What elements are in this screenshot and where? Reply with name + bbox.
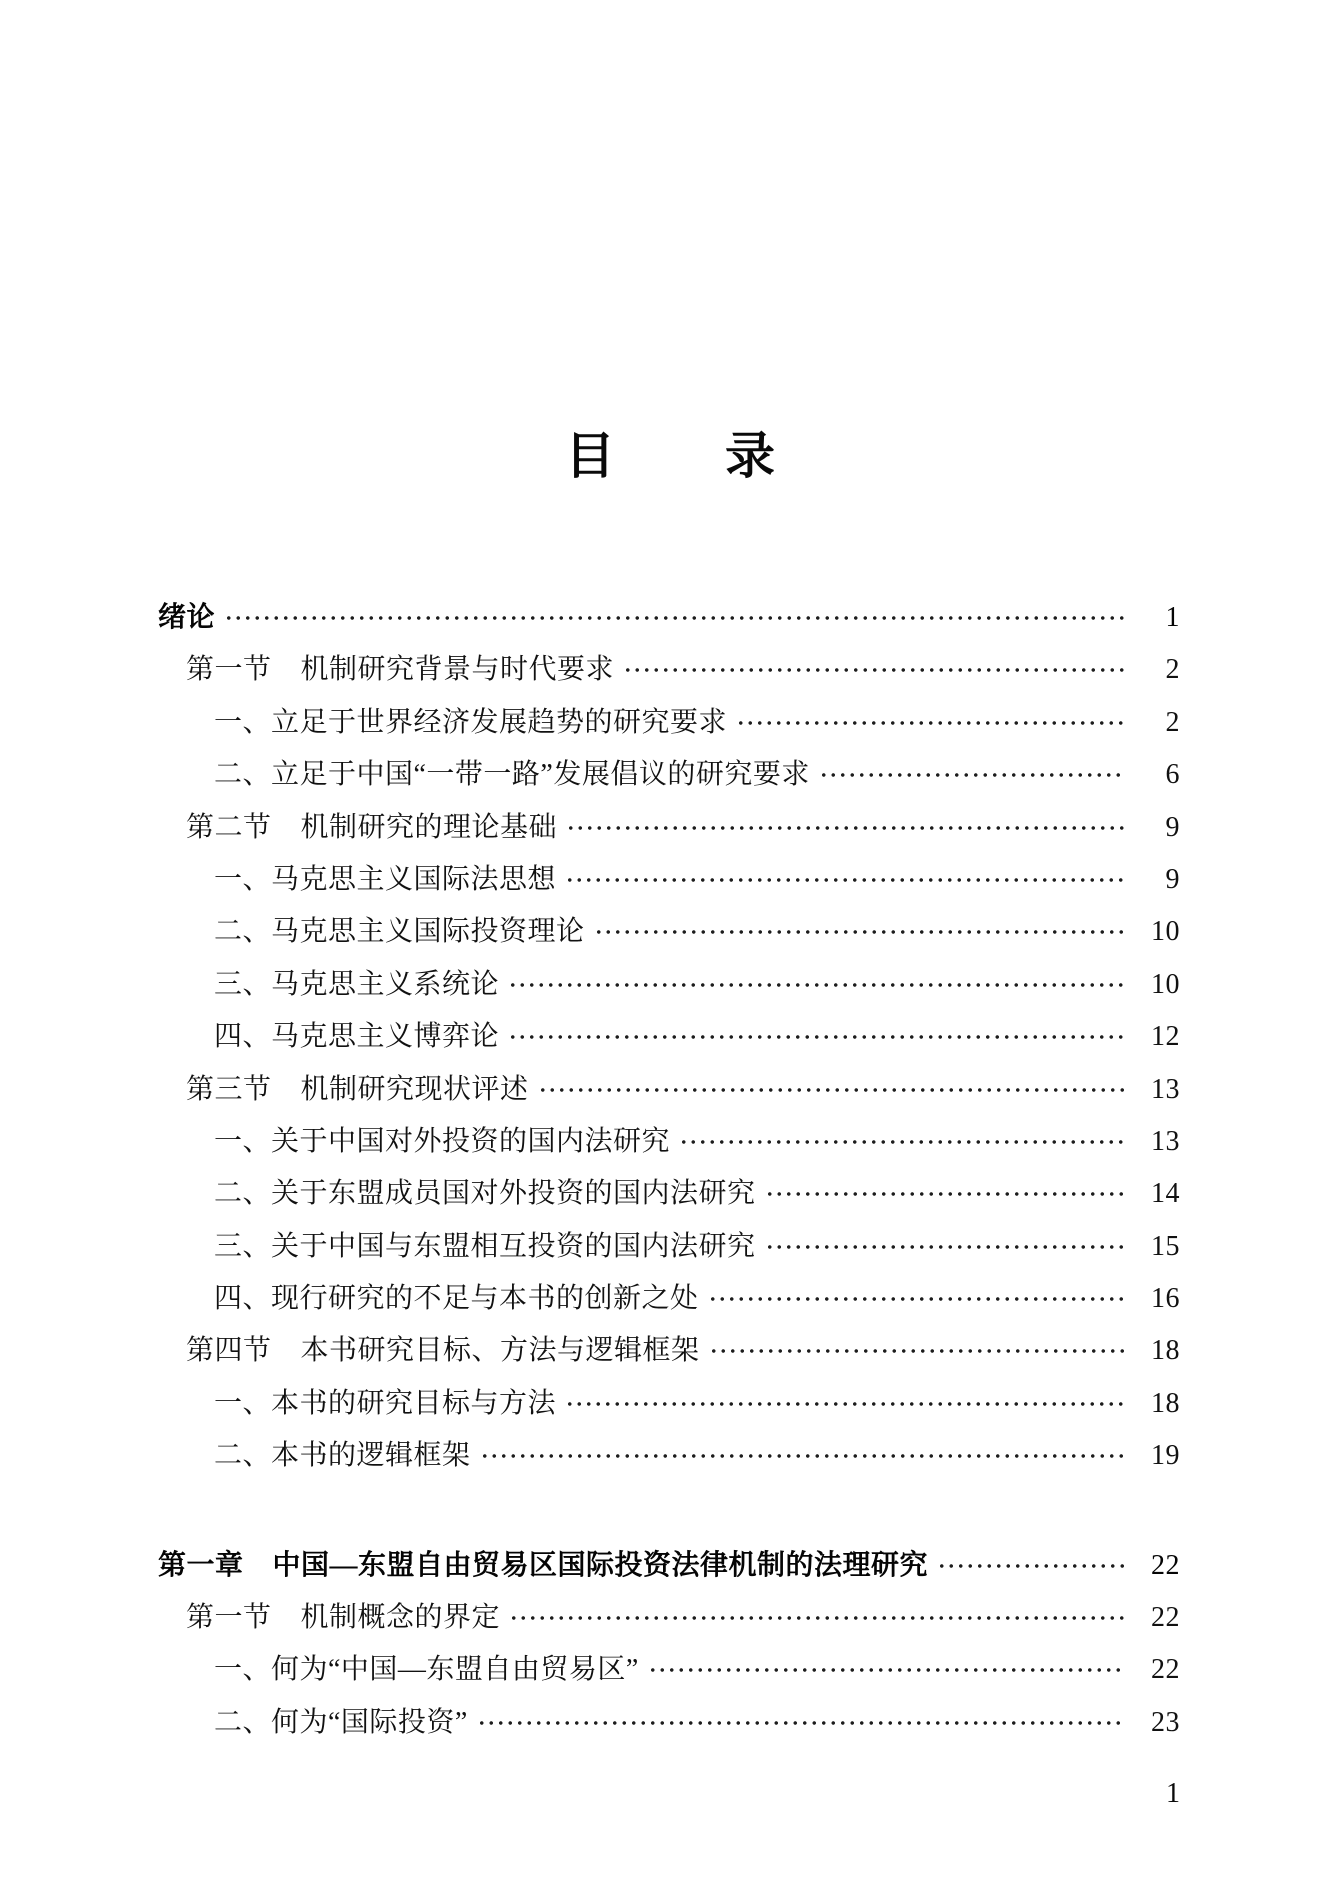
dot-leader bbox=[679, 1140, 1124, 1144]
dot-leader bbox=[477, 1721, 1124, 1725]
toc-entry-page-number: 2 bbox=[1165, 654, 1180, 686]
toc-entry bbox=[158, 1438, 1180, 1490]
toc-entry-title: 一、本书的研究目标与方法 bbox=[214, 1387, 557, 1419]
toc-entry-page-number: 15 bbox=[1151, 1230, 1180, 1262]
toc-entry-page-number: 19 bbox=[1151, 1440, 1180, 1472]
toc-entry-title: 三、关于中国与东盟相互投资的国内法研究 bbox=[214, 1230, 756, 1262]
toc-entry-title: 一、马克思主义国际法思想 bbox=[214, 863, 557, 895]
toc-list bbox=[158, 600, 1180, 1757]
toc-entry bbox=[158, 1548, 1180, 1600]
toc-entry-title: 二、本书的逻辑框架 bbox=[214, 1440, 471, 1472]
toc-entry-title: 机制研究背景与时代要求 bbox=[300, 654, 615, 686]
dot-leader bbox=[508, 983, 1124, 987]
toc-entry-page-number: 22 bbox=[1151, 1654, 1180, 1686]
dot-leader bbox=[708, 1297, 1124, 1301]
dot-leader bbox=[736, 721, 1124, 725]
toc-entry-label: 第一章 bbox=[158, 1549, 244, 1581]
toc-entry bbox=[158, 1386, 1180, 1438]
toc-entry-page-number: 18 bbox=[1151, 1335, 1180, 1367]
toc-entry-title: 一、立足于世界经济发展趋势的研究要求 bbox=[214, 706, 728, 738]
toc-entry-title: 三、马克思主义系统论 bbox=[214, 968, 500, 1000]
toc-entry-title: 一、何为“中国—东盟自由贸易区” bbox=[214, 1654, 639, 1686]
toc-entry-title: 四、现行研究的不足与本书的创新之处 bbox=[214, 1283, 699, 1315]
toc-entry bbox=[158, 810, 1180, 862]
section-gap bbox=[158, 1491, 1180, 1548]
dot-leader bbox=[224, 616, 1124, 620]
toc-entry-title: 四、马克思主义博弈论 bbox=[214, 1021, 500, 1053]
toc-entry-page-number: 9 bbox=[1165, 811, 1180, 843]
dot-leader bbox=[508, 1035, 1124, 1039]
dot-leader bbox=[819, 773, 1124, 777]
toc-entry-page-number: 10 bbox=[1151, 968, 1180, 1000]
toc-entry-title: 二、关于东盟成员国对外投资的国内法研究 bbox=[214, 1178, 756, 1210]
toc-entry-label: 第一节 bbox=[186, 1602, 272, 1634]
toc-entry-title: 机制研究现状评述 bbox=[300, 1073, 529, 1105]
toc-entry-page-number: 13 bbox=[1151, 1125, 1180, 1157]
toc-entry bbox=[158, 600, 1180, 652]
dot-leader bbox=[538, 1088, 1124, 1092]
toc-entry-title: 中国—东盟自由贸易区国际投资法律机制的法理研究 bbox=[272, 1549, 929, 1581]
dot-leader bbox=[937, 1564, 1124, 1568]
dot-leader bbox=[648, 1668, 1124, 1672]
page-title bbox=[0, 428, 1340, 486]
toc-entry-page-number: 9 bbox=[1165, 863, 1180, 895]
toc-entry-label: 第三节 bbox=[186, 1073, 272, 1105]
toc-entry-title: 机制概念的界定 bbox=[300, 1602, 501, 1634]
toc-entry-page-number: 23 bbox=[1151, 1706, 1180, 1738]
toc-entry bbox=[158, 1705, 1180, 1757]
dot-leader bbox=[566, 826, 1124, 830]
toc-entry bbox=[158, 1072, 1180, 1124]
dot-leader bbox=[765, 1245, 1124, 1249]
toc-entry bbox=[158, 1019, 1180, 1071]
toc-entry bbox=[158, 757, 1180, 809]
toc-entry-label: 第一节 bbox=[186, 654, 272, 686]
toc-entry-page-number: 22 bbox=[1151, 1549, 1180, 1581]
toc-entry bbox=[158, 1281, 1180, 1333]
toc-entry-page-number: 13 bbox=[1151, 1073, 1180, 1105]
toc-entry bbox=[158, 1333, 1180, 1385]
dot-leader bbox=[480, 1454, 1124, 1458]
toc-entry-title: 二、马克思主义国际投资理论 bbox=[214, 916, 585, 948]
dot-leader bbox=[594, 930, 1124, 934]
toc-entry-page-number: 18 bbox=[1151, 1387, 1180, 1419]
toc-entry bbox=[158, 967, 1180, 1019]
toc-entry-title: 二、何为“国际投资” bbox=[214, 1706, 468, 1738]
dot-leader bbox=[709, 1349, 1124, 1353]
toc-entry bbox=[158, 914, 1180, 966]
dot-leader bbox=[509, 1616, 1124, 1620]
toc-entry-label: 第二节 bbox=[186, 811, 272, 843]
title-char-right: 录 bbox=[725, 428, 775, 484]
toc-entry bbox=[158, 705, 1180, 757]
toc-entry bbox=[158, 1652, 1180, 1704]
toc-entry-title: 机制研究的理论基础 bbox=[300, 811, 558, 843]
toc-entry-label: 绪论 bbox=[158, 602, 216, 633]
toc-entry-page-number: 22 bbox=[1151, 1602, 1180, 1634]
toc-entry bbox=[158, 652, 1180, 704]
dot-leader bbox=[765, 1192, 1124, 1196]
toc-entry bbox=[158, 1176, 1180, 1228]
toc-entry-page-number: 16 bbox=[1151, 1283, 1180, 1315]
toc-entry-title: 二、立足于中国“一带一路”发展倡议的研究要求 bbox=[214, 759, 810, 791]
page-number: 1 bbox=[1166, 1778, 1180, 1809]
toc-entry-page-number: 1 bbox=[1165, 602, 1180, 633]
toc-entry bbox=[158, 1229, 1180, 1281]
toc-entry-label: 第四节 bbox=[186, 1335, 272, 1367]
toc-entry-title: 一、关于中国对外投资的国内法研究 bbox=[214, 1125, 671, 1157]
toc-entry bbox=[158, 1600, 1180, 1652]
toc-entry-page-number: 12 bbox=[1151, 1021, 1180, 1053]
toc-entry-page-number: 2 bbox=[1165, 706, 1180, 738]
toc-entry-title: 本书研究目标、方法与逻辑框架 bbox=[300, 1335, 700, 1367]
toc-entry-page-number: 6 bbox=[1165, 759, 1180, 791]
toc-entry-page-number: 10 bbox=[1151, 916, 1180, 948]
dot-leader bbox=[623, 668, 1124, 672]
dot-leader bbox=[565, 1402, 1124, 1406]
toc-entry-page-number: 14 bbox=[1151, 1178, 1180, 1210]
toc-entry bbox=[158, 1124, 1180, 1176]
toc-entry bbox=[158, 862, 1180, 914]
dot-leader bbox=[565, 878, 1124, 882]
title-char-left: 目 bbox=[565, 428, 615, 484]
